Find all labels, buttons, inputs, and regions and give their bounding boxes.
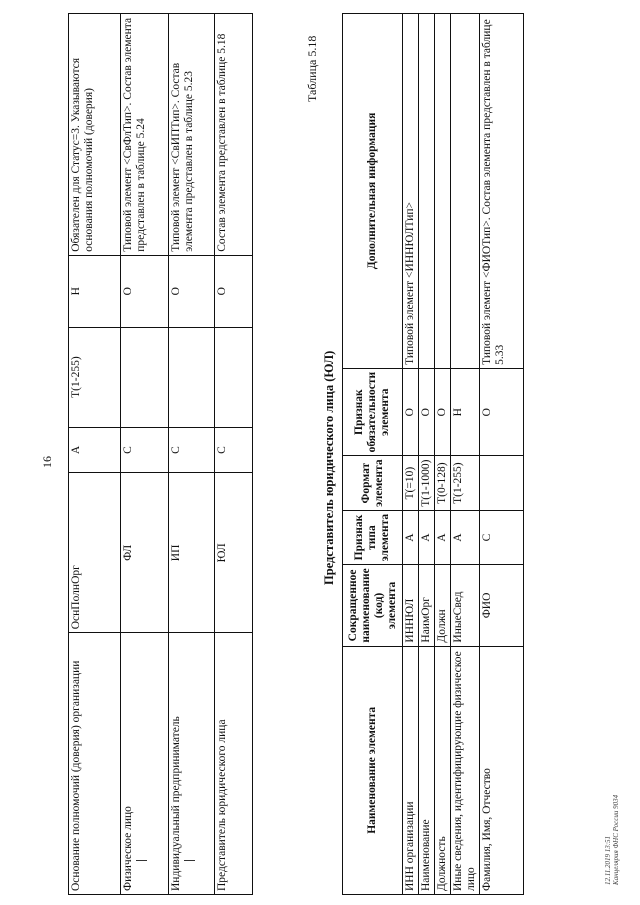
- table-row: [403, 14, 419, 895]
- cell-info: [419, 14, 435, 369]
- table-row: [419, 14, 435, 895]
- cell-format: [121, 327, 169, 427]
- cell-code: ФЛ: [121, 473, 169, 633]
- cell-name: Фамилия, Имя, Отчество: [480, 646, 524, 894]
- stamp-line: Канцелярия ФНС России 9034: [612, 794, 620, 885]
- vertical-mark: [136, 860, 147, 861]
- cell-required: О: [403, 368, 419, 456]
- cell-format: [480, 456, 524, 510]
- cell-name: Индивидуальный предприниматель: [170, 716, 182, 891]
- cell-name: Должность: [435, 646, 451, 894]
- cell-type: А: [435, 510, 451, 564]
- header-cell: Формат элемента: [343, 456, 403, 510]
- cell-type: А: [69, 427, 121, 473]
- cell-format: T(1-255): [69, 327, 121, 427]
- cell-code: ОснПолнОрг: [69, 473, 121, 633]
- cell-name: ИНН организации: [403, 646, 419, 894]
- cell-format: T(0-128): [435, 456, 451, 510]
- cell-name: Физическое лицо: [122, 806, 134, 891]
- cell-code: Должн: [435, 565, 451, 646]
- vertical-mark: [184, 860, 195, 861]
- header-cell: Наименование элемента: [343, 646, 403, 894]
- cell-required: О: [419, 368, 435, 456]
- cell-format: T(1-255): [451, 456, 480, 510]
- registration-stamp: [604, 795, 620, 885]
- cell-required: О: [435, 368, 451, 456]
- elements-table-continued: [68, 13, 253, 895]
- table-row: [215, 14, 253, 895]
- table-row: [480, 14, 524, 895]
- cell-type: А: [403, 510, 419, 564]
- table-row: [169, 14, 215, 895]
- table-row: [435, 14, 451, 895]
- cell-code: ФИО: [480, 565, 524, 646]
- header-row: [343, 14, 403, 895]
- table-row: [451, 14, 480, 895]
- cell-type: С: [480, 510, 524, 564]
- cell-format: [215, 327, 253, 427]
- cell-type: С: [215, 427, 253, 473]
- legal-entity-representative-table: [342, 13, 524, 895]
- cell-required: О: [169, 255, 215, 327]
- cell-format: T(1-1000): [419, 456, 435, 510]
- cell-info: Состав элемента представлен в таблице 5.18: [215, 14, 253, 256]
- table-row: [121, 14, 169, 895]
- cell-name: Представитель юридического лица: [215, 633, 253, 895]
- cell-required: Н: [69, 255, 121, 327]
- cell-required: О: [480, 368, 524, 456]
- cell-type: С: [121, 427, 169, 473]
- cell-name: Иные сведения, идентифицирующие физическое лицо: [451, 646, 480, 894]
- cell-type: А: [419, 510, 435, 564]
- table-label: Таблица 5.18: [305, 35, 319, 102]
- cell-info: Обязателен для Статус=3. Указываются основания полномочий (доверия): [69, 14, 121, 256]
- cell-info: Типовой элемент <ФИОТип>. Состав элемента представлен в таблице 5.33: [480, 14, 524, 369]
- table-title: Представитель юридического лица (ЮЛ): [322, 350, 336, 585]
- cell-format: [169, 327, 215, 427]
- header-cell: Признак обязательности элемента: [343, 368, 403, 456]
- cell-name: Основание полномочий (доверия) организации: [69, 633, 121, 895]
- header-cell: Признак типа элемента: [343, 510, 403, 564]
- cell-code: ИП: [169, 473, 215, 633]
- stamp-line: 12.11.2019 13:51: [604, 835, 612, 885]
- cell-code: ИныеСвед: [451, 565, 480, 646]
- header-cell: Дополнительная информация: [343, 14, 403, 369]
- cell-code: НаимОрг: [419, 565, 435, 646]
- table-row: [69, 14, 121, 895]
- page-number: 16: [40, 456, 54, 468]
- cell-info: Типовой элемент <СвФлТип>. Состав элемента представлен в таблице 5.24: [121, 14, 169, 256]
- cell-required: О: [215, 255, 253, 327]
- cell-code: ИННЮЛ: [403, 565, 419, 646]
- cell-code: ЮЛ: [215, 473, 253, 633]
- header-cell: Сокращенное наименование (код) элемента: [343, 565, 403, 646]
- cell-name: Наименование: [419, 646, 435, 894]
- cell-required: О: [121, 255, 169, 327]
- cell-info: Типовой элемент <СвИПТип>. Состав элемента представлен в таблице 5.23: [169, 14, 215, 256]
- cell-info: Типовой элемент <ИННЮЛТип>: [403, 14, 419, 369]
- cell-info: [451, 14, 480, 369]
- cell-type: С: [169, 427, 215, 473]
- cell-format: T(=10): [403, 456, 419, 510]
- cell-info: [435, 14, 451, 369]
- cell-type: А: [451, 510, 480, 564]
- cell-required: Н: [451, 368, 480, 456]
